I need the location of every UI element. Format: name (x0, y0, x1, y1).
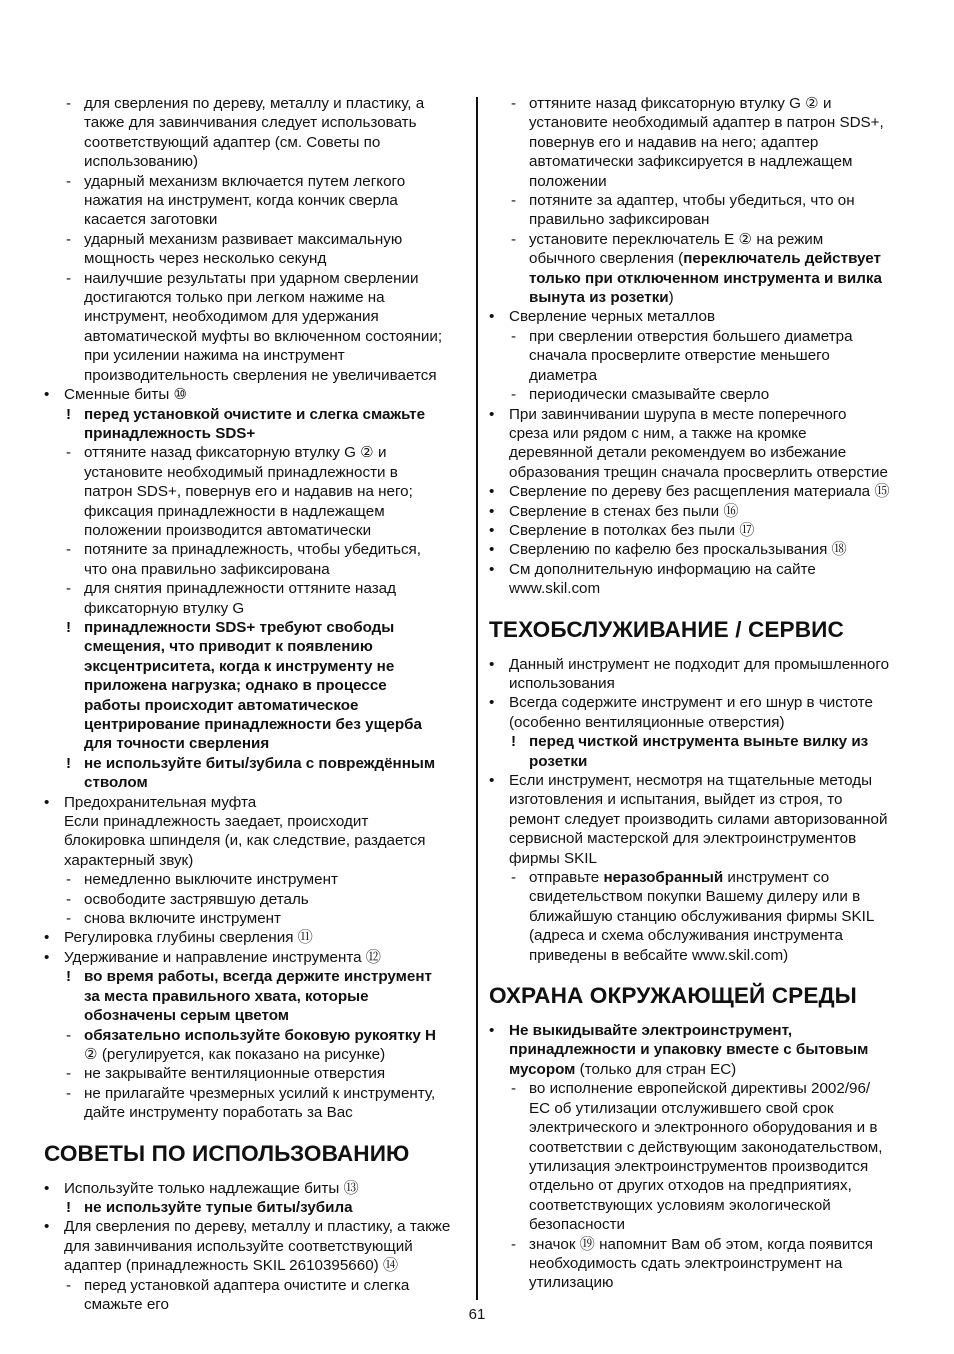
dash-marker: - (66, 541, 72, 559)
line-text: обычного сверления ( (529, 250, 684, 268)
line-text: автоматической муфты во включенном состоянии; (84, 327, 443, 345)
list-item (489, 1235, 913, 1254)
list-item-continuation (489, 579, 913, 598)
list-item-continuation (489, 288, 913, 307)
line-text: обозначены серым цветом (84, 1007, 290, 1025)
line-text: наилучшие результаты при ударном сверлении (84, 269, 419, 287)
list-item (44, 579, 464, 598)
line-text: утилизация электроинструментов производится (529, 1157, 869, 1175)
line-text: Всегда содержите инструмент и его шнур в чистоте (509, 694, 873, 712)
line-text: для завинчивания используйте соответствующий (64, 1237, 413, 1255)
line-text: образования трещин сначала просверлить отверстие (509, 463, 888, 481)
line-text-after: инструмент со (723, 869, 830, 887)
line-text: нажатия на инструмент, когда кончик сверла (84, 192, 398, 210)
list-item-continuation (489, 907, 913, 926)
line-text: Если инструмент, несмотря на тщательные методы (509, 772, 873, 789)
list-item-continuation (489, 1118, 913, 1137)
line-text: Сверление по дереву без расщепления материала ⑮ (509, 483, 890, 501)
line-text: для снятия принадлежности оттяните назад (84, 580, 396, 598)
list-item (489, 94, 913, 113)
list-item (44, 1026, 464, 1045)
line-text: диаметра (529, 366, 598, 384)
line-text: (особенно вентиляционные отверстия) (509, 713, 785, 731)
list-item (489, 732, 913, 751)
line-text-after: ) (668, 289, 674, 307)
list-item-continuation (489, 113, 913, 132)
list-item-continuation (489, 926, 913, 945)
line-text: характерный звук) (64, 851, 194, 869)
line-text: мусором (509, 1060, 576, 1078)
bullet-marker: • (489, 772, 495, 789)
list-item-continuation (489, 1215, 913, 1234)
dash-marker: - (66, 580, 72, 598)
list-item-continuation (44, 521, 464, 540)
list-item (44, 1064, 464, 1083)
bullet-marker: • (489, 694, 495, 712)
list-item-continuation (489, 346, 913, 365)
list-item (489, 385, 913, 404)
list-item-continuation (489, 1254, 913, 1273)
list-item (44, 1217, 464, 1236)
line-text: использования (509, 674, 615, 692)
line-text: оттяните назад фиксаторную втулку G ② и (529, 95, 832, 112)
list-item-continuation (489, 269, 913, 288)
line-text: утилизацию (529, 1274, 614, 1292)
list-item-continuation (489, 249, 913, 268)
line-text: не используйте тупые биты/зубила (84, 1198, 353, 1216)
bullet-marker: • (489, 560, 495, 578)
line-text: при сверлении отверстия большего диаметра (529, 327, 853, 345)
list-item-continuation (44, 424, 464, 443)
list-item (489, 405, 913, 424)
list-item (44, 94, 464, 113)
list-item-continuation (489, 1060, 913, 1079)
line-text: фиксация принадлежности в надлежащем (84, 502, 385, 520)
line-text: перед чисткой инструмента выньте вилку из (529, 733, 869, 751)
right-column (489, 94, 913, 1293)
dash-marker: - (511, 1080, 517, 1098)
line-text: сервисной мастерской для электроинструментов (509, 830, 857, 848)
list-item (44, 1179, 464, 1198)
line-text: не прилагайте чрезмерных усилий к инструменту, (84, 1084, 436, 1102)
line-text: установите переключатель E ② на режим (529, 230, 824, 248)
list-item-continuation (44, 637, 464, 656)
dash-marker: - (66, 172, 72, 190)
line-text: для сверления по дереву, металлу и пластику, а (84, 95, 425, 112)
dash-marker: - (66, 95, 72, 112)
list-item (489, 655, 913, 674)
dash-marker: - (511, 1235, 517, 1253)
line-text: установите необходимый принадлежности в (84, 463, 398, 481)
column-divider (476, 97, 478, 1300)
line-text: Используйте только надлежащие биты ⑬ (64, 1179, 359, 1197)
line-text: свидетельством покупки Вашему дилеру или в (529, 888, 861, 906)
list-item-continuation (489, 829, 913, 848)
dash-marker: - (511, 327, 517, 345)
line-text: достигаются только при легком нажиме на (84, 289, 385, 307)
line-text: только при отключенном инструмента и вилка (529, 269, 882, 287)
list-item-continuation (44, 851, 464, 870)
list-item-continuation (489, 849, 913, 868)
section-heading: ОХРАНА ОКРУЖАЮЩЕЙ СРЕДЫ (489, 983, 857, 1009)
list-item (489, 482, 913, 501)
list-item (44, 269, 464, 288)
line-text: стволом (84, 774, 148, 792)
line-text: соответствующий адаптер (см. Советы по (84, 133, 381, 151)
list-item-continuation (44, 715, 464, 734)
warning-marker: ! (66, 754, 72, 772)
list-item-continuation (44, 210, 464, 229)
list-item-continuation (44, 346, 464, 365)
list-item (44, 870, 464, 889)
bullet-marker: • (489, 655, 495, 673)
line-text: мощность через несколько секунд (84, 250, 327, 268)
list-item-continuation (44, 560, 464, 579)
list-item (489, 693, 913, 712)
line-text: за места правильного хвата, которые (84, 987, 369, 1005)
line-text: изготовления и испытания, выйдет из строя, то (509, 791, 843, 809)
line-text: положении (529, 172, 607, 190)
line-text: во время работы, всегда держите инструмент (84, 968, 432, 986)
line-text: Сверление черных металлов (509, 308, 716, 326)
line-text: смажьте его (84, 1295, 169, 1313)
bullet-marker: • (44, 1179, 50, 1197)
list-item-continuation (489, 172, 913, 191)
line-text: отдельно от других отходов на предприятиях, (529, 1177, 852, 1195)
line-text: сначала просверлите отверстие меньшего (529, 347, 830, 365)
line-text: дайте инструменту поработать за Вас (84, 1104, 353, 1122)
line-text: адаптер (принадлежность SKIL 2610395660) ⑭ (64, 1257, 399, 1275)
bullet-marker: • (489, 541, 495, 559)
page-number: 61 (468, 1306, 486, 1323)
list-item-continuation (489, 1099, 913, 1118)
line-text: центрирование принадлежности без ущерба (84, 716, 422, 733)
line-text: использованию) (84, 153, 199, 171)
list-item-continuation (489, 210, 913, 229)
line-text: значок ⑲ напомнит Вам об этом, когда появится (529, 1235, 873, 1253)
line-text: положении производится автоматически (84, 521, 372, 539)
bullet-marker: • (489, 483, 495, 501)
line-text: ударный механизм развивает максимальную (84, 230, 403, 248)
bullet-marker: • (44, 1218, 50, 1236)
line-text: См дополнительную информацию на сайте (509, 560, 816, 578)
list-item-continuation (489, 674, 913, 693)
line-text: Если принадлежность заедает, происходит (64, 813, 369, 831)
line-text: Сверление в потолках без пыли ⑰ (509, 521, 755, 539)
list-item-continuation (44, 1006, 464, 1025)
list-item (44, 443, 464, 462)
warning-marker: ! (511, 733, 517, 751)
section-heading: СОВЕТЫ ПО ИСПОЛЬЗОВАНИЮ (44, 1140, 410, 1166)
list-item-continuation (44, 696, 464, 715)
list-item (44, 230, 464, 249)
dash-marker: - (511, 869, 517, 887)
line-text: касается заготовки (84, 211, 218, 229)
dash-marker: - (66, 230, 72, 248)
line-text: ремонт следует производить силами авторизованной (509, 810, 888, 828)
list-item (44, 540, 464, 559)
list-item-continuation (44, 812, 464, 831)
line-text: Регулировка глубины сверления ⑪ (64, 929, 313, 947)
dash-marker: - (511, 230, 517, 248)
line-text: приведены в вебсайте www.skil.com) (529, 946, 789, 964)
line-text: Сверление в стенах без пыли ⑯ (509, 502, 739, 520)
dash-marker: - (511, 95, 517, 112)
list-item-continuation (489, 1157, 913, 1176)
line-text: обязательно используйте боковую рукоятку H (84, 1026, 437, 1044)
list-item-continuation (44, 307, 464, 326)
line-text: что она правильно зафиксирована (84, 560, 330, 578)
list-item (44, 172, 464, 191)
line-text: при усилении нажима на инструмент (84, 347, 345, 365)
warning-marker: ! (66, 1198, 72, 1216)
section-heading: ТЕХОБСЛУЖИВАНИЕ / СЕРВИС (489, 616, 844, 642)
list-item-continuation (44, 657, 464, 676)
line-text: Предохранительная муфта (64, 793, 257, 811)
list-item-continuation (489, 1138, 913, 1157)
line-text: вынута из розетки (529, 289, 669, 307)
dash-marker: - (66, 1065, 72, 1083)
line-text: освободите застрявшую деталь (84, 890, 309, 908)
dash-marker: - (66, 871, 72, 889)
list-item (489, 230, 913, 249)
list-item-continuation (489, 1196, 913, 1215)
dash-marker: - (66, 1026, 72, 1044)
line-text-bold: неразобранный (603, 869, 724, 887)
warning-marker: ! (66, 618, 72, 636)
warning-marker: ! (66, 968, 72, 986)
line-text: розетки (529, 752, 588, 770)
line-text: перед установкой очистите и слегка смажьте (84, 405, 426, 423)
list-item (44, 948, 464, 967)
dash-marker: - (66, 890, 72, 908)
line-text: ударный механизм включается путем легкого (84, 172, 406, 190)
line-text: не используйте биты/зубила с повреждённым (84, 754, 436, 772)
line-text: ② (регулируется, как показано на рисунке) (84, 1045, 386, 1063)
dash-marker: - (66, 1084, 72, 1102)
line-text: блокировка шпинделя (и, как следствие, раздается (64, 832, 426, 850)
line-text: немедленно выключите инструмент (84, 871, 338, 889)
list-item-continuation (44, 288, 464, 307)
list-item (44, 928, 464, 947)
line-text: Сменные биты ⑩ (64, 386, 188, 404)
line-text: смещения, что приводит к появлению (84, 638, 373, 656)
line-text: потяните за адаптер, чтобы убедиться, что он (529, 192, 855, 210)
list-item-continuation (44, 463, 464, 482)
list-item (489, 771, 913, 790)
dash-marker: - (511, 386, 517, 404)
list-item-continuation (44, 734, 464, 753)
line-text: необходимость сдать электроинструмент на (529, 1254, 843, 1272)
line-text: Сверлению по кафелю без проскальзывания ⑱ (509, 541, 847, 559)
list-item-continuation (489, 463, 913, 482)
list-item-continuation (489, 713, 913, 732)
line-text: снова включите инструмент (84, 910, 281, 928)
list-item (489, 191, 913, 210)
list-item (44, 1198, 464, 1217)
list-item-continuation (44, 502, 464, 521)
list-item-continuation (44, 773, 464, 792)
bullet-marker: • (489, 502, 495, 520)
list-item-continuation (489, 887, 913, 906)
list-item (44, 405, 464, 424)
line-text: www.skil.com (509, 580, 601, 598)
dash-marker: - (511, 192, 517, 210)
list-item (489, 1079, 913, 1098)
list-item (44, 618, 464, 637)
list-item-continuation (489, 1040, 913, 1059)
line-text: потяните за принадлежность, чтобы убедиться, (84, 541, 421, 559)
line-text: работы происходит автоматическое (84, 696, 359, 714)
list-item-continuation (44, 987, 464, 1006)
line-text: производительность сверления не увеличивается (84, 366, 437, 384)
list-item (489, 327, 913, 346)
list-item-continuation (489, 133, 913, 152)
line-text: Для сверления по дереву, металлу и пластику, а также (64, 1218, 451, 1236)
dash-marker: - (66, 910, 72, 928)
list-item (44, 890, 464, 909)
list-item (44, 385, 464, 404)
list-item (44, 754, 464, 773)
line-text: приложена нагрузка; однако в процессе (84, 677, 387, 695)
list-item (489, 521, 913, 540)
line-text: соответствующих условиям экологической (529, 1196, 831, 1214)
list-item (489, 307, 913, 326)
list-item-continuation (44, 1237, 464, 1256)
bullet-marker: • (489, 521, 495, 539)
line-text: повернув его и надавив на него; адаптер (529, 133, 819, 151)
line-text: ЕС об утилизации отслужившего свой срок (529, 1099, 834, 1117)
line-text: принадлежности и упаковку вместе с бытовым (509, 1041, 869, 1059)
list-item (44, 793, 464, 812)
line-text: также для завинчивания следует использовать (84, 114, 417, 132)
list-item-continuation (44, 482, 464, 501)
line-text: для точности сверления (84, 735, 270, 753)
list-item-continuation (489, 1273, 913, 1292)
list-item (489, 1021, 913, 1040)
list-item-continuation (44, 327, 464, 346)
list-item-continuation (44, 831, 464, 850)
list-item-continuation (489, 752, 913, 771)
line-text: соответствии с действующим законодательством, (529, 1138, 883, 1156)
line-text: не закрывайте вентиляционные отверстия (84, 1065, 386, 1083)
line-text-after: (только для стран ЕС) (575, 1060, 737, 1078)
line-text: деревянной детали рекомендуем во избежание (509, 444, 847, 462)
line-text: во исполнение европейской директивы 2002/96/ (529, 1080, 871, 1098)
line-text: (адреса и схема обслуживания инструмента (529, 927, 843, 945)
list-item-continuation (489, 424, 913, 443)
dash-marker: - (66, 1276, 72, 1294)
line-text: инструмент, необходимом для удержания (84, 308, 379, 326)
list-item-continuation (44, 113, 464, 132)
list-item-continuation (44, 1256, 464, 1275)
list-item (44, 1276, 464, 1295)
list-item-continuation (44, 1045, 464, 1064)
line-text: оттяните назад фиксаторную втулку G ② и (84, 444, 387, 462)
list-item (44, 967, 464, 986)
line-text: отправьте (529, 869, 604, 887)
list-item (489, 540, 913, 559)
line-text: электрического и электронного оборудования и в (529, 1119, 878, 1137)
list-item-continuation (489, 1176, 913, 1195)
line-text: ближайшую станцию обслуживания фирмы SKIL (529, 907, 875, 925)
list-item-continuation (44, 133, 464, 152)
bullet-marker: • (489, 308, 495, 326)
dash-marker: - (66, 444, 72, 462)
line-text: патрон SDS+, повернув его и надавив на него; (84, 483, 413, 501)
list-item-continuation (44, 249, 464, 268)
line-text: периодически смазывайте сверло (529, 386, 770, 404)
line-text: эксцентриситета, когда к инструменту не (84, 657, 395, 675)
line-text: установите необходимый адаптер в патрон SDS+, (529, 114, 884, 132)
list-item-continuation (489, 366, 913, 385)
line-text: Данный инструмент не подходит для промышленного (509, 655, 890, 673)
bullet-marker: • (44, 793, 50, 811)
list-item (44, 909, 464, 928)
bullet-marker: • (489, 405, 495, 423)
list-item (489, 502, 913, 521)
line-text: фирмы SKIL (509, 849, 597, 867)
list-item (489, 560, 913, 579)
bullet-marker: • (44, 929, 50, 947)
list-item-continuation (489, 946, 913, 965)
line-text: При завинчивании шурупа в месте поперечного (509, 405, 847, 423)
line-text: принадлежность SDS+ (84, 424, 256, 442)
dash-marker: - (66, 269, 72, 287)
bullet-marker: • (489, 1022, 495, 1040)
list-item-continuation (44, 152, 464, 171)
line-text: безопасности (529, 1216, 626, 1234)
list-item-continuation (489, 443, 913, 462)
list-item-continuation (489, 790, 913, 809)
line-text: правильно зафиксирован (529, 211, 710, 229)
line-text: принадлежности SDS+ требуют свободы (84, 618, 395, 636)
line-text: автоматически зафиксируется в надлежащем (529, 153, 853, 171)
list-item-continuation (44, 676, 464, 695)
line-text: перед установкой адаптера очистите и слегка (84, 1276, 410, 1294)
list-item-continuation (44, 1103, 464, 1122)
list-item-continuation (489, 810, 913, 829)
line-text-bold: переключатель действует (683, 250, 881, 268)
list-item (489, 868, 913, 887)
line-text: среза или рядом с ним, а также на кромке (509, 424, 807, 442)
line-text: Удерживание и направление инструмента ⑫ (64, 948, 381, 966)
bullet-marker: • (44, 948, 50, 966)
list-item-continuation (44, 366, 464, 385)
list-item-continuation (44, 191, 464, 210)
bullet-marker: • (44, 386, 50, 404)
list-item-continuation (44, 599, 464, 618)
line-text: Не выкидывайте электроинструмент, (509, 1022, 793, 1040)
warning-marker: ! (66, 405, 72, 423)
line-text: фиксаторную втулку G (84, 599, 245, 617)
left-column (44, 94, 464, 1314)
list-item-continuation (489, 152, 913, 171)
list-item (44, 1084, 464, 1103)
